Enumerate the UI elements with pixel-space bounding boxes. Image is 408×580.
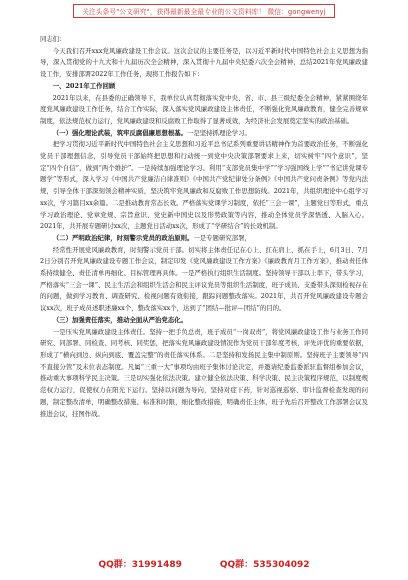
intro-paragraph: 今天我们召开xxx党风廉政建设工作会议。这次会议的主要任务是，以习近平新时代中国特色社会主义思想为指导，深入贯彻党的十九大和十九届历次全会精神，深入贯彻十九届中央纪委六次全会精神，总结2021年党风廉政建设工作，安排部署2022年工作任务，现将工作报告如下： <box>40 46 368 79</box>
subsection-3-body: 一是压实党风廉政建设主体责任。坚持一把手负总责，班子成员“一岗双责”，将党风廉政建设工作与业务工作同研究、同部署、同检查、同考核、同奖惩，把落实党风廉政建设情况作为党员干部年度考核，评先评优的重要依据，形成了“横向到边、纵向到底、覆盖完整”的责任落实体系。二是坚持和发扬民主集中制原则。坚持班子主要领导“四不直接分管”及末位表态制度。凡属“三重一大”事项均由班子集体讨论决定，并邀请纪委监委派驻监督组参加会议，推动重大事项科学民主决策。三是切实强化依法决策。建立健全依法决策、科学决策、民主决策程序规范，以制度规范权力运行，促使权力在阳光下运行。坚持以问题为导向，坚持对症下药，针对巡视巡察、审计监督检查发现的问题，制定整改清单，明确整改措施、标准和时限，细化整改措施，明确责任主体，班子先后召开整改工作部署会议及推进会议，挂图作战。 <box>40 327 368 418</box>
qq-group-1: QQ群：31991489 <box>98 560 182 570</box>
qq-group-2: QQ群：535304092 <box>219 560 310 570</box>
section-heading: 一、2021年工作回顾 <box>52 81 116 90</box>
subsection-1 <box>40 128 368 140</box>
subsection-2-lead: 一是专题研究部署， <box>193 233 251 242</box>
top-banner <box>0 0 408 22</box>
salutation: 同志们： <box>40 35 66 43</box>
subsection-2 <box>40 233 368 245</box>
banner-text: 关注头条号"公文研究"，获得最新最全最专业的公文资料库！ 微信：gongwenyj <box>73 4 335 18</box>
subsection-3 <box>40 315 368 327</box>
footer <box>0 557 408 575</box>
subsection-3-title: （三）加强责任落实，推动全面从严治党态化。 <box>52 315 187 324</box>
subsection-2-title: （二）严明政治纪律，时刻警示党员的政治原则。 <box>52 233 194 242</box>
document-body <box>40 34 368 554</box>
review-paragraph: 2021年以来，在县委的正确领导下，我单位认真贯彻落实党中央、省、市、县三级纪委全会精神，紧紧围绕年度党风廉政建设工作任务，结合工作实际，深入落实党风廉政建设主体责任，不断强化党风廉政教育，健全完善规章制度，依法规范权力运行，党风廉政建设和反腐败工作取得了显著成效，为经济社会发展奠定坚实的政治基础。 <box>40 93 368 125</box>
subsection-1-lead: 一是坚持抓理论学习。 <box>187 128 251 137</box>
subsection-2-body: 经常性开展党风廉政教育，时刻警示党员干部。切实将主体责任记在心上、扛在肩上，抓在手上，6月3日、7月2日分别召开党风廉政建设专题工作会议，制定印发《党风廉政建设工作方案》《廉政教育月工作方案》，推动责任体系持续健全、责任清单再细化、目标管理再具体。一是严格执行组织生活制度。坚持领导干部以上率下，带头学习，严格落实“三会一课”、民主生活会和组织生活会和民主评议党员等组织生活制度，班子成员、支委带头深刻检视存在的问题，做到学习教育、调查研究、检视问题有效衔接，跟踪问题整改落实。2021年，共召开党风廉政建设专题会议xx次，班子成员述职述廉xx个，整改落实xx个，达到了“团结—批评—团结”的目的。 <box>40 245 368 313</box>
subsection-1-title: （一）强化理论武装，筑牢反腐倡廉思想根基。 <box>52 128 187 137</box>
subsection-1-body: 把学习贯彻习近平新时代中国特色社会主义思想和习近平总书记系列重要讲话精神作为首要政治任务，不断强化党员干部理想信念，引导党员干部始终把思想和行动统一到党中央决策部署要求上来，切实树牢“四个意识”，坚定“四个自信”，做到“两个维护”。一是持续加强理论学习。利用“支部党员集中学”“学习强国线上学”“书记讲党课专题学”等形式，深入学习《中国共产党廉洁自律准则》《中国共产党纪律处分条例》《中国共产党问责条例》等党内法规，引导全体干部深刻领会精神实质，坚决筑牢党风廉政和反腐败工作思想防线。2021年，共组织理论中心组学习xx次，学习篇目xx余篇。二是推动教育常态长效。严格落实党课学习制度，依托“三会一课”，主题党日等形式，重点学习政治理论、党章党规、宗旨意识、党史新中国史以及形势政策等内容，推动全体党员学深悟透、入脑入心。2021年，共开展专题研讨xx次，主题党日活动xx次，形成了“学研结合”的长效机制。 <box>40 140 368 231</box>
